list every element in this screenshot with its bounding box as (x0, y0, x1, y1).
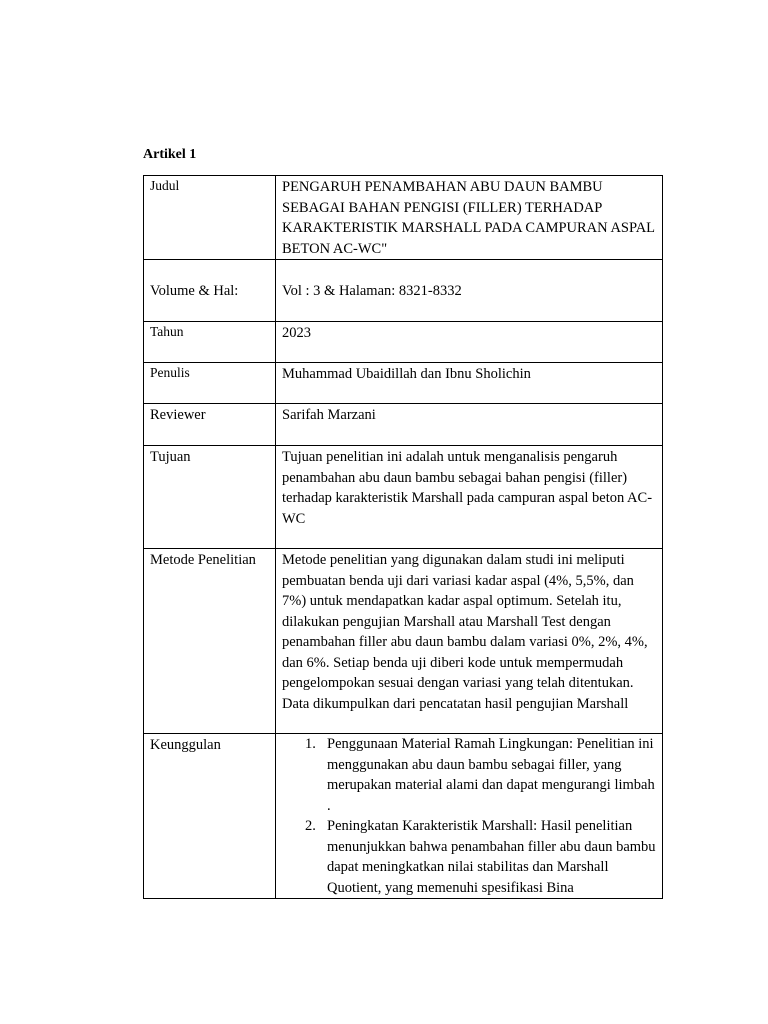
article-heading: Artikel 1 (143, 147, 197, 162)
label-penulis: Penulis (150, 365, 190, 380)
row-tahun (144, 322, 663, 363)
label-judul: Judul (150, 178, 180, 193)
value-metode-cell (276, 549, 663, 734)
value-reviewer: Sarifah Marzani (282, 407, 376, 423)
keunggulan-item-2-text: Peningkatan Karakteristik Marshall: Hasil penelitian menunjukkan bahwa penambahan filler abu daun bambu dapat meningkatkan nilai stabilitas dan Marshall Quotient, yang memenuhi spesifikasi Bina (327, 818, 656, 896)
label-keunggulan: Keunggulan (150, 737, 221, 753)
label-keunggulan-cell (144, 734, 276, 899)
row-judul (144, 176, 663, 260)
keunggulan-list (282, 734, 656, 898)
label-tujuan: Tujuan (150, 449, 191, 465)
value-metode: Metode penelitian yang digunakan dalam studi ini meliputi pembuatan benda uji dari variasi kadar aspal (4%, 5,5%, dan 7%) untuk mendapatkan kadar aspal optimum. Setelah itu, dilakukan pengujian Marshall atau Marshall Test dengan penambahan filler abu daun bambu dalam variasi 0%, 2%, 4%, dan 6%. Setiap benda uji diberi kode untuk mempermudah pengelompokan sesuai dengan variasi yang telah ditentukan. Data dikumpulkan dari pencatatan hasil pengujian Marshall (282, 552, 648, 712)
value-tahun: 2023 (282, 325, 311, 341)
value-tujuan-cell (276, 446, 663, 549)
value-tahun-cell (276, 322, 663, 363)
row-tujuan (144, 446, 663, 549)
label-penulis-cell (144, 363, 276, 404)
value-penulis: Muhammad Ubaidillah dan Ibnu Sholichin (282, 366, 531, 382)
article-review-table (143, 175, 663, 899)
value-judul-cell (276, 176, 663, 260)
label-tujuan-cell (144, 446, 276, 549)
keunggulan-item-1-text: Penggunaan Material Ramah Lingkungan: Penelitian ini menggunakan abu daun bambu sebagai filler, yang merupakan material alami dan dapat mengurangi limbah . (327, 736, 655, 814)
label-reviewer-cell (144, 404, 276, 446)
row-metode (144, 549, 663, 734)
value-volume: Vol : 3 & Halaman: 8321-8332 (282, 282, 462, 299)
row-volume (144, 260, 663, 322)
row-penulis (144, 363, 663, 404)
value-volume-cell (276, 260, 663, 322)
label-judul-cell (144, 176, 276, 260)
keunggulan-item-2-number: 2. (305, 818, 316, 834)
keunggulan-item-2 (305, 816, 656, 898)
value-keunggulan-cell (276, 734, 663, 899)
value-judul: PENGARUH PENAMBAHAN ABU DAUN BAMBU SEBAGAI BAHAN PENGISI (FILLER) TERHADAP KARAKTERISTIK MARSHALL PADA CAMPURAN ASPAL BETON AC-WC" (282, 179, 655, 257)
row-keunggulan (144, 734, 663, 899)
label-metode: Metode Penelitian (150, 552, 256, 568)
keunggulan-item-1 (305, 734, 656, 816)
value-penulis-cell (276, 363, 663, 404)
label-tahun: Tahun (150, 324, 184, 339)
label-tahun-cell (144, 322, 276, 363)
value-tujuan: Tujuan penelitian ini adalah untuk menganalisis pengaruh penambahan abu daun bambu sebagai bahan pengisi (filler) terhadap karakteristik Marshall pada campuran aspal beton AC-WC (282, 449, 653, 527)
keunggulan-item-1-number: 1. (305, 736, 316, 752)
row-reviewer (144, 404, 663, 446)
label-volume: Volume & Hal: (150, 282, 239, 299)
label-metode-cell (144, 549, 276, 734)
label-volume-cell (144, 260, 276, 322)
label-reviewer: Reviewer (150, 407, 206, 423)
value-reviewer-cell (276, 404, 663, 446)
